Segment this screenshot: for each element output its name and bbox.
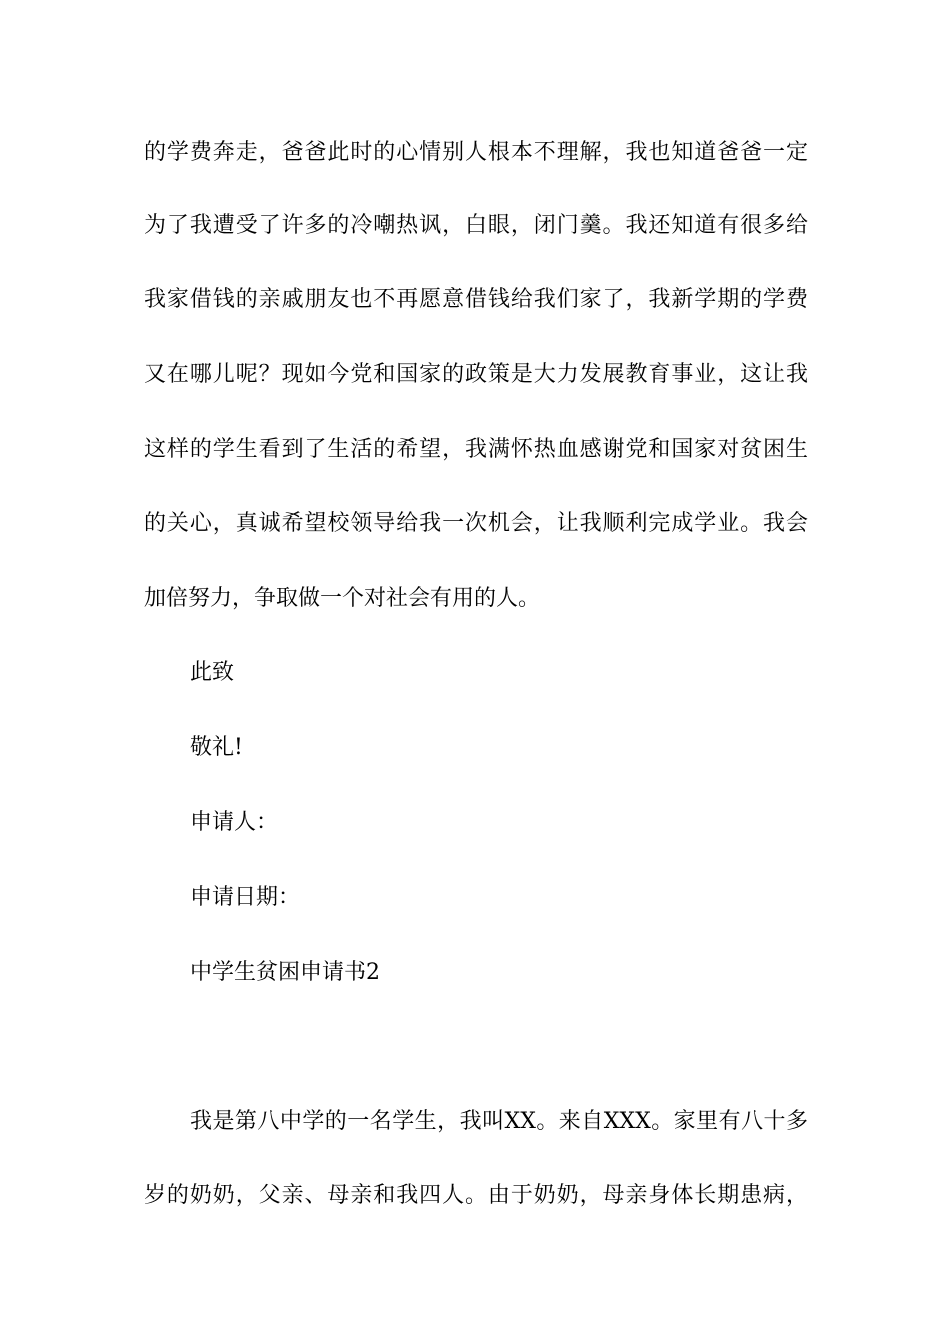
closing-greeting: 此致: [190, 660, 235, 685]
applicant-label: 申请人：: [190, 810, 279, 835]
date-label: 申请日期：: [190, 885, 301, 910]
section-title: 中学生贫困申请书2: [190, 960, 380, 985]
paragraph-line: 的学费奔走，爸爸此时的心情别人根本不理解，我也知道爸爸一定: [144, 140, 808, 165]
closing-salutation: 敬礼!: [190, 735, 243, 760]
paragraph-line: 加倍努力，争取做一个对社会有用的人。: [144, 586, 541, 611]
paragraph-line: 岁的奶奶，父亲、母亲和我四人。由于奶奶，母亲身体长期患病，: [144, 1183, 808, 1208]
paragraph-line: 的关心，真诚希望校领导给我一次机会，让我顺利完成学业。我会: [144, 511, 808, 536]
paragraph-line: 又在哪儿呢？现如今党和国家的政策是大力发展教育事业，这让我: [144, 362, 808, 387]
paragraph-line: 我家借钱的亲戚朋友也不再愿意借钱给我们家了，我新学期的学费: [144, 287, 808, 312]
paragraph-line: 这样的学生看到了生活的希望，我满怀热血感谢党和国家对贫困生: [144, 437, 808, 462]
paragraph-line: 我是第八中学的一名学生，我叫XX。来自XXX。家里有八十多: [190, 1109, 808, 1134]
paragraph-line: 为了我遭受了许多的冷嘲热讽，白眼，闭门羹。我还知道有很多给: [144, 213, 808, 238]
